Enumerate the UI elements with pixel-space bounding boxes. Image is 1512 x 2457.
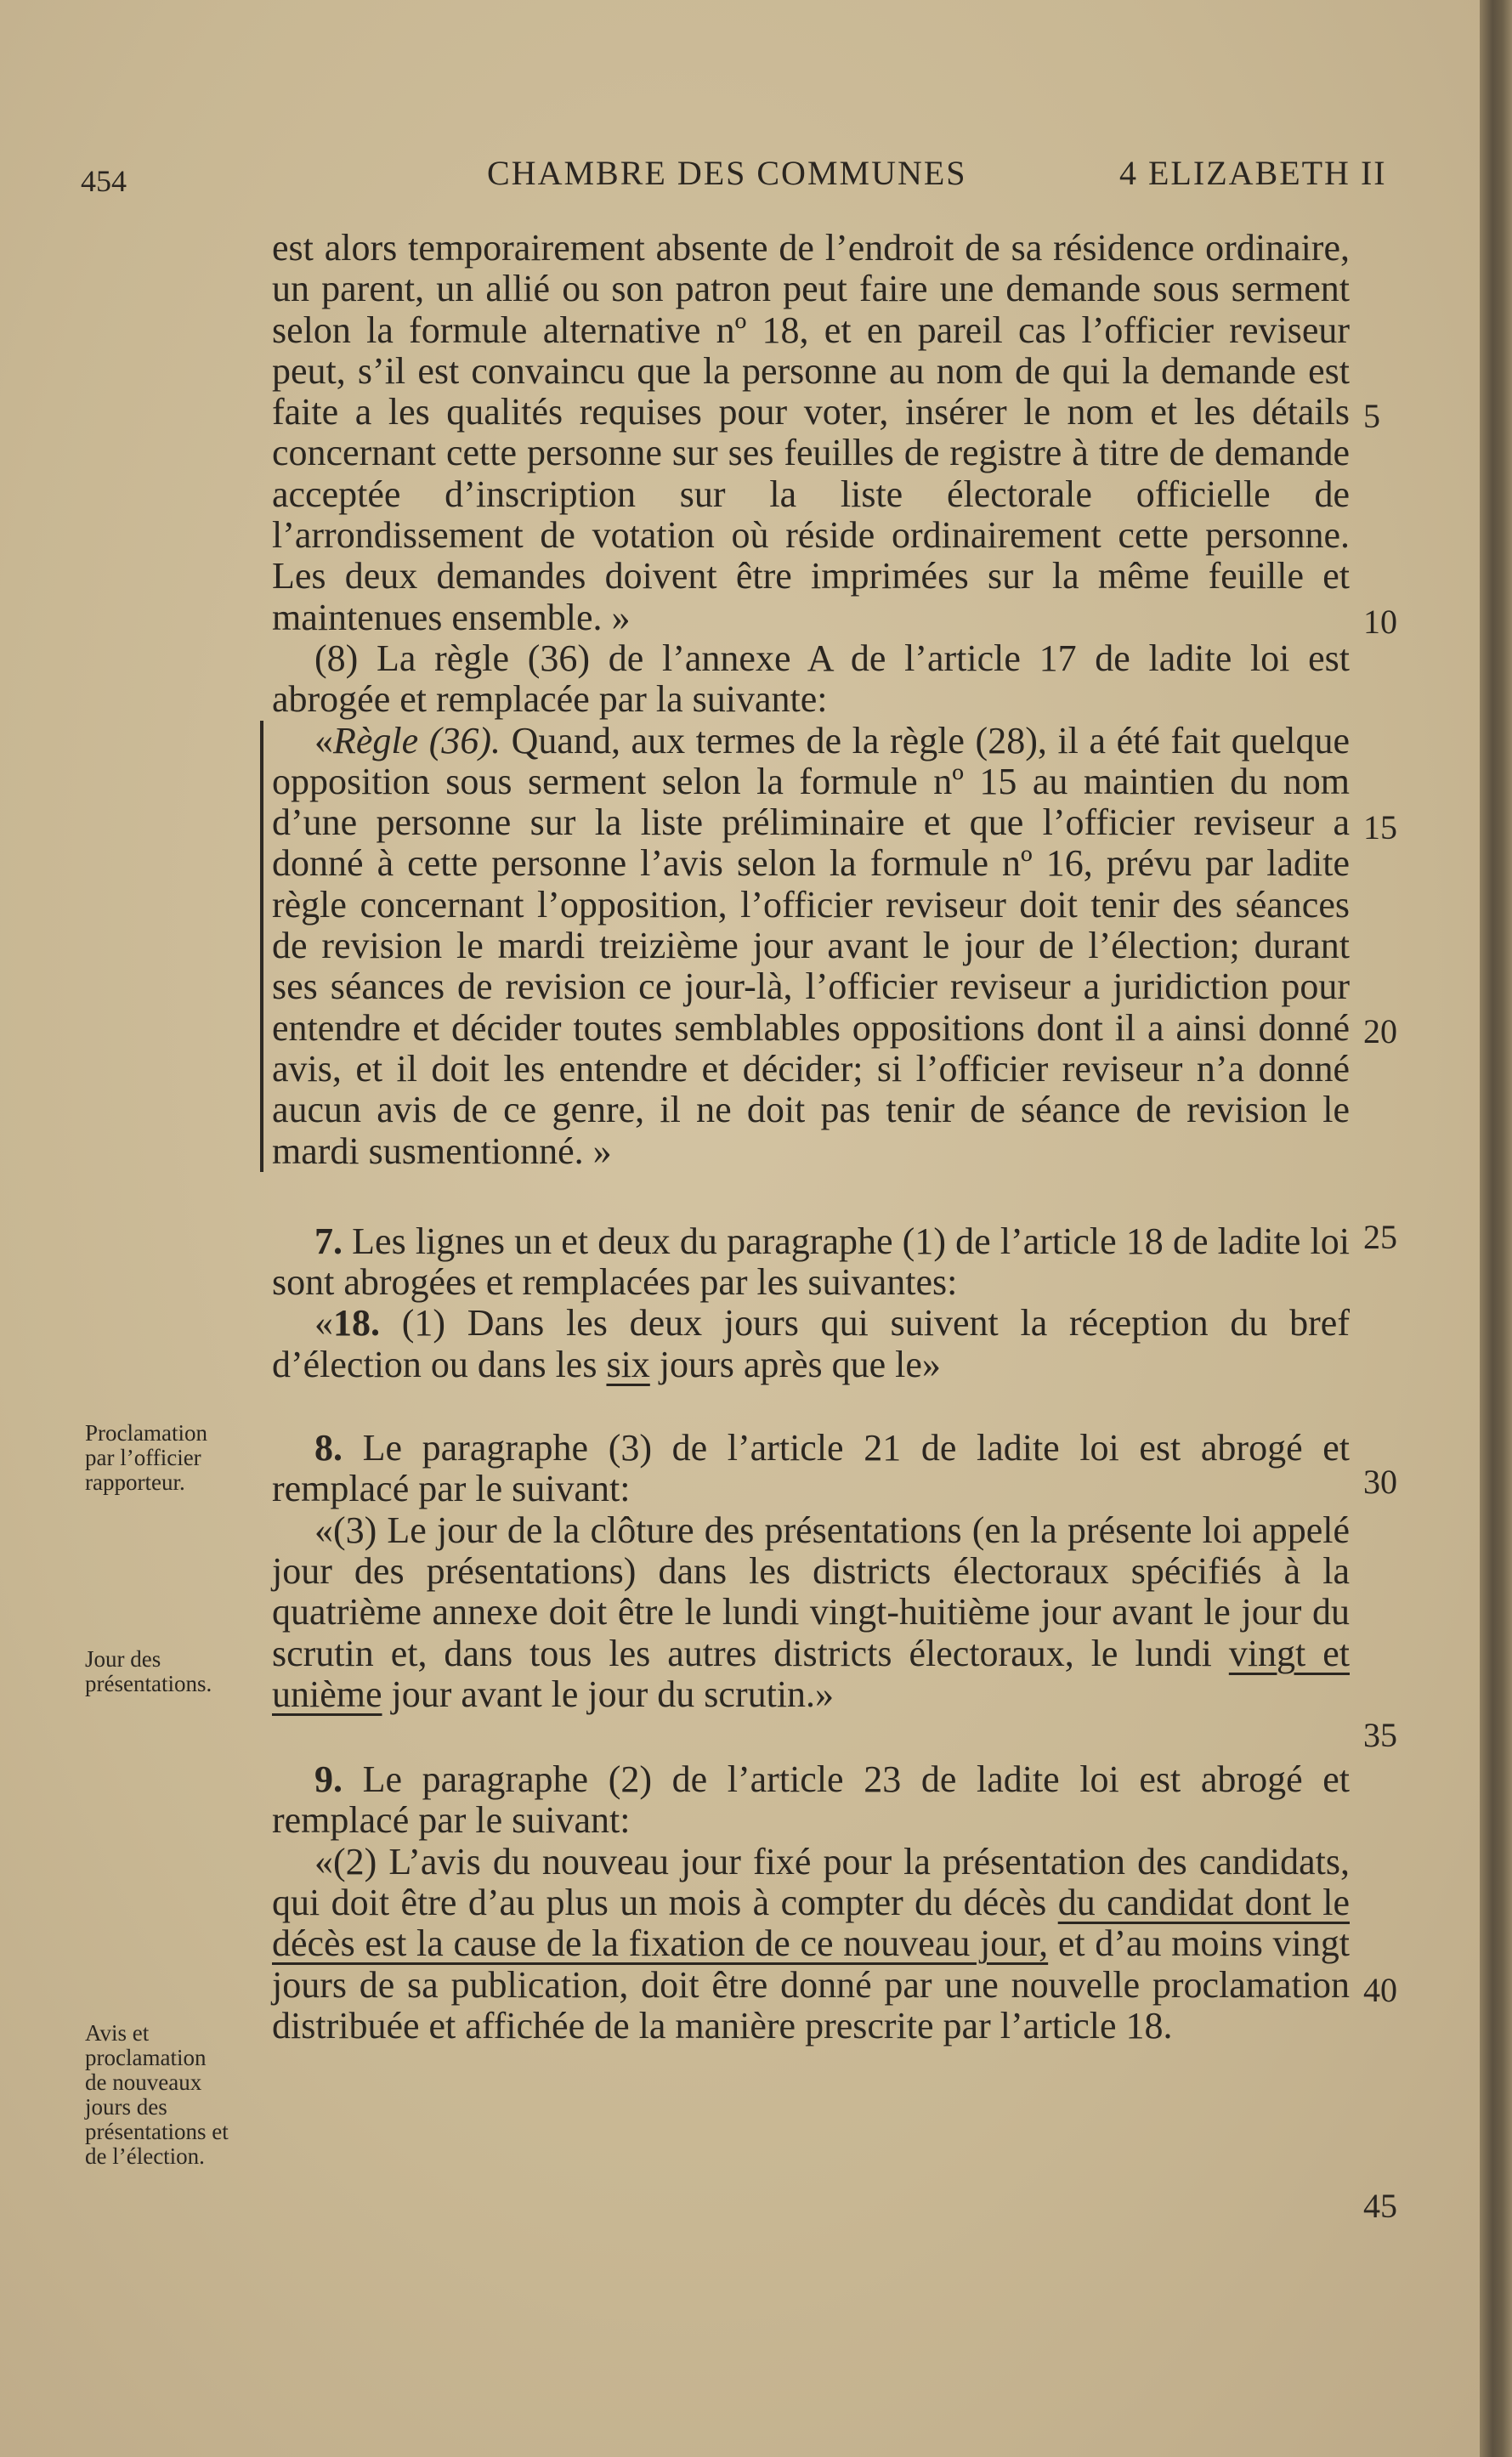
running-header [81, 153, 1424, 204]
section-8-quote-text: «(3) Le jour de la clôture des présentations (en la présente loi appelé jour des présentations) dans les districts électoraux spécifiés à la quatrième annexe doit être le lundi vingt-huitième jour avant le jour du scrutin et, dans tous les autres districts électoraux, le lundi [272, 1509, 1350, 1674]
line-number: 5 [1363, 397, 1380, 435]
section-9-text: Le paragraphe (2) de l’article 23 de ladite loi est abrogé et remplacé par le suivant: [272, 1758, 1350, 1842]
section-7-quote-text: (1) Dans les deux jours qui suivent la réception du bref d’élection ou dans les [272, 1302, 1350, 1385]
line-number: 15 [1363, 808, 1397, 846]
section-9-quote [272, 1842, 1350, 2047]
paragraph-continuation: est alors temporairement absente de l’endroit de sa résidence ordinaire, un parent, un allié ou son patron peut faire une demande sous serment selon la formule alternative nº 18, et en pareil cas l’officier reviseur peut, s’il est convaincu que la personne au nom de qui la demande est faite a les qualités requises pour voter, insérer le nom et les détails concernant cette personne sur ses feuilles de registre à titre de demande acceptée d’inscription sur la liste électorale officielle de l’arrondissement de votation où réside ordinairement cette personne. Les deux demandes doivent être imprimées sur la même feuille et maintenues ensemble. » [272, 227, 1350, 638]
line-number: 20 [1363, 1012, 1397, 1050]
body-text [272, 228, 1350, 2047]
section-7-paragraph [272, 1221, 1350, 1304]
section-8-paragraph [272, 1428, 1350, 1510]
rule-36-heading: Règle (36). [333, 719, 501, 761]
quote-open: « [314, 719, 333, 761]
amended-rule-block [260, 721, 1350, 1172]
margin-note-nomination-day: Jour des présentations. [85, 1646, 212, 1696]
line-number: 30 [1363, 1463, 1397, 1501]
page-binding-edge [1480, 0, 1512, 2457]
line-number: 45 [1363, 2187, 1397, 2225]
section-8-text: Le paragraphe (3) de l’article 21 de ladite loi est abrogé et remplacé par le suivant: [272, 1427, 1350, 1510]
line-number: 10 [1363, 603, 1397, 641]
section-7-number: 7. [314, 1220, 343, 1262]
section-9-number: 9. [314, 1758, 343, 1801]
paragraph-subsection-8: (8) La règle (36) de l’annexe A de l’article 17 de ladite loi est abrogée et remplacée par la suivante: [272, 637, 1350, 721]
section-8-number: 8. [314, 1427, 343, 1469]
underlined-amendment: vingt et unième [272, 1632, 1350, 1715]
section-7-quote-end: jours après que le» [649, 1343, 941, 1385]
section-9-paragraph [272, 1759, 1350, 1842]
section-8-quote-end: jour avant le jour du scrutin.» [382, 1673, 835, 1715]
page-number: 454 [81, 164, 127, 198]
section-9-quote-end: et d’au moins vingt jours de sa publication, doit être donné par une nouvelle proclamation distribuée et affichée de la manière prescrite par l’article 18. [272, 1922, 1350, 2047]
margin-note-new-nomination-day: Avis et proclamation de nouveaux jours des présentations et de l’élection. [85, 2020, 229, 2169]
underlined-amendment: six [606, 1343, 650, 1385]
line-number: 35 [1363, 1716, 1397, 1754]
quote-open: « [314, 1302, 333, 1345]
section-8-quote [272, 1510, 1350, 1715]
margin-note-proclamation: Proclamation par l’officier rapporteur. [85, 1420, 207, 1495]
section-18-number: 18. [333, 1302, 380, 1345]
header-regnal-year: 4 ELIZABETH II [1119, 154, 1387, 192]
rule-36-text: Quand, aux termes de la règle (28), il a été fait quelque opposition sous serment selon la formule nº 15 au maintien du nom d’une personne sur la liste préliminaire et que l’officier reviseur a donné à cette personne l’avis selon la formule nº 16, prévu par ladite règle concernant l’opposition, l’officier reviseur doit tenir des séances de revision le mardi treizième jour avant le jour de l’élection; durant ses séances de revision ce jour-là, l’officier reviseur a juridiction pour entendre et décider toutes semblables oppositions dont il a ainsi donné avis, et il doit les entendre et décider; si l’officier reviseur n’a donné aucun avis de ce genre, il ne doit pas tenir de séance de revision le mardi susmentionné. » [272, 719, 1350, 1172]
line-number: 40 [1363, 1971, 1397, 2009]
section-7-quote [272, 1303, 1350, 1385]
line-number: 25 [1363, 1218, 1397, 1256]
header-title: CHAMBRE DES COMMUNES [487, 154, 967, 192]
section-7-text: Les lignes un et deux du paragraphe (1) de l’article 18 de ladite loi sont abrogées et remplacées par les suivantes: [272, 1220, 1350, 1304]
rule-36-paragraph [272, 721, 1350, 1172]
section-9-quote-text: «(2) L’avis du nouveau jour fixé pour la présentation des candidats, qui doit être d’au plus un mois à compter du décès [272, 1840, 1350, 1923]
underlined-amendment: du candidat dont le décès est la cause de la fixation de ce nouveau jour, [272, 1881, 1350, 1965]
